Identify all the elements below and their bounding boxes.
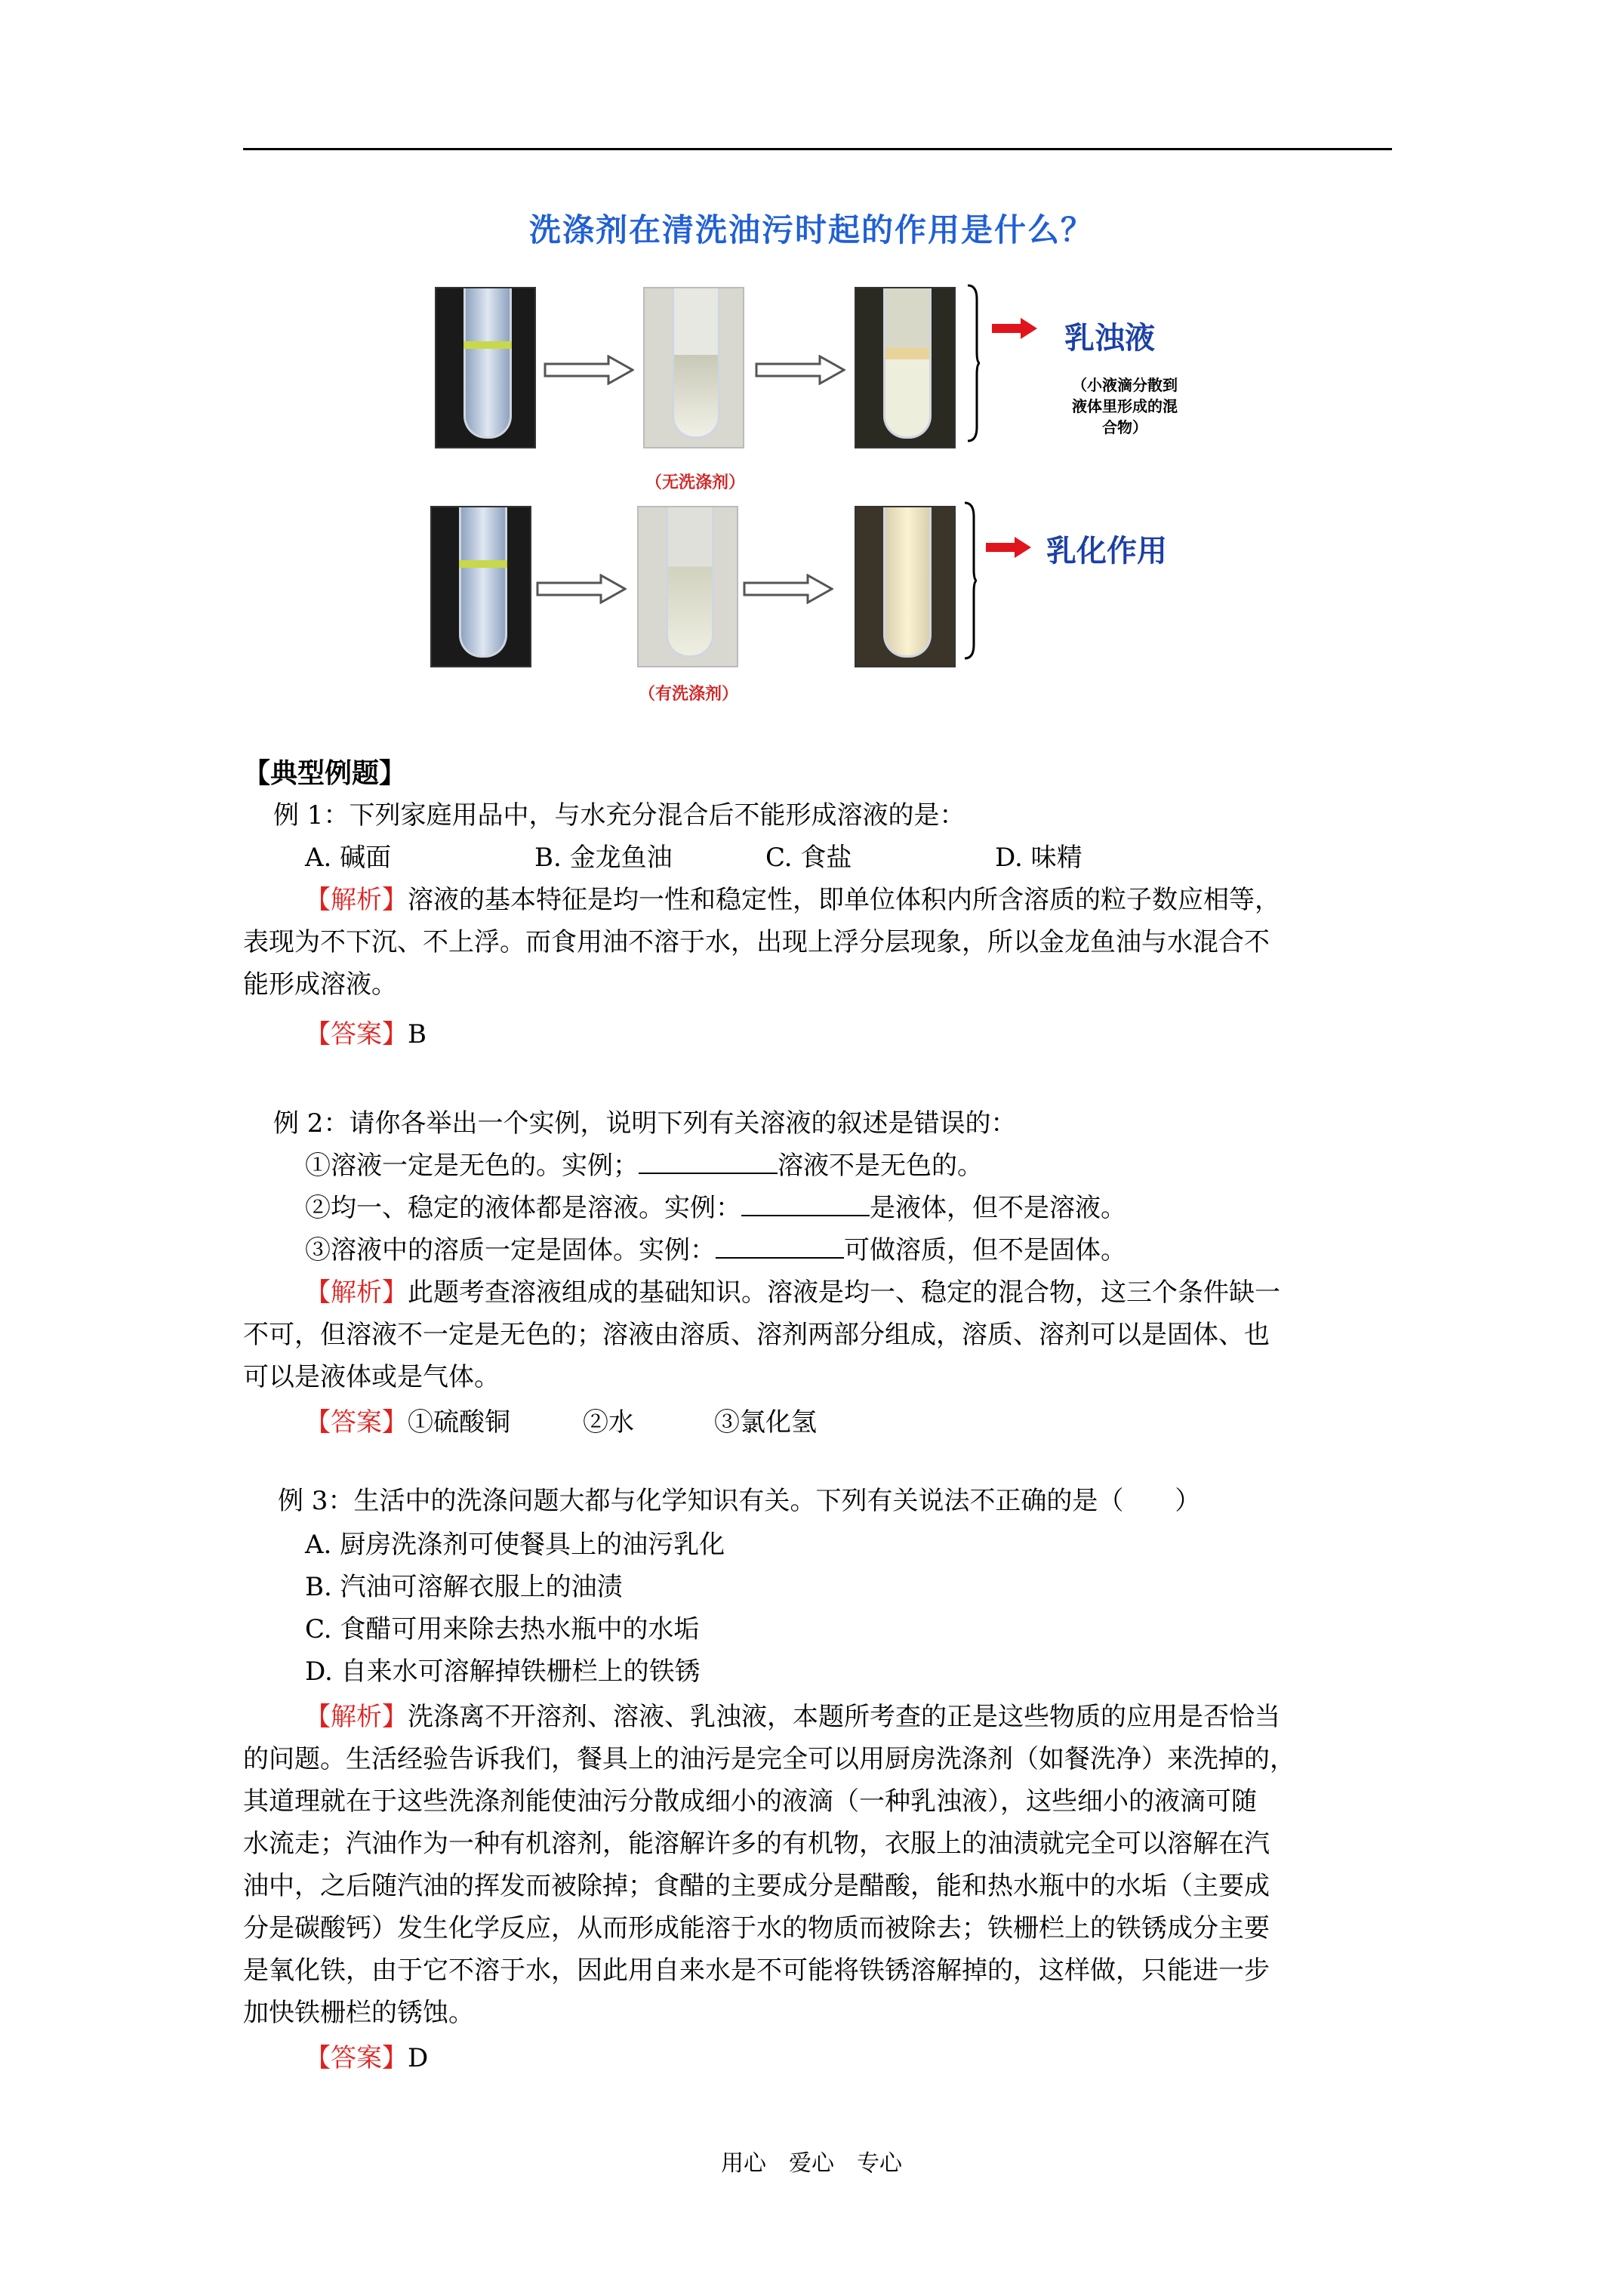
test-tube-shaken: [637, 506, 738, 667]
test-tube-initial: [430, 506, 531, 667]
ex2-analysis-line: 可以是液体或是气体。: [243, 1362, 500, 1392]
ex2-item-2: ②均一、稳定的液体都是溶液。实例： 是液体，但不是溶液。: [305, 1193, 1126, 1223]
figure-row-no-detergent: [423, 287, 1253, 468]
arrow-right-icon: [536, 574, 627, 604]
ex3-analysis-line: 其道理就在于这些洗涤剂能使油污分散成细小的液滴（一种乳浊液），这些细小的液滴可随: [243, 1786, 1257, 1817]
ex1-option-c: C. 食盐: [765, 843, 852, 873]
red-arrow-icon: [984, 536, 1033, 559]
arrow-right-icon: [743, 574, 833, 604]
ex1-question: 例 1：下列家庭用品中，与水充分混合后不能形成溶液的是：: [273, 800, 965, 831]
ex2-item-3: ③溶液中的溶质一定是固体。实例： 可做溶质，但不是固体。: [305, 1235, 1126, 1265]
ex1-option-a: A. 碱面: [305, 843, 392, 873]
ex3-analysis-line: 加快铁栅栏的锈蚀。: [243, 1998, 474, 2028]
header-rule: [243, 148, 1392, 150]
section-title: 【典型例题】: [243, 757, 407, 789]
ex3-option-d: D. 自来水可溶解掉铁栅栏上的铁锈: [305, 1657, 701, 1687]
analysis-tag: 【解析】: [305, 1277, 408, 1308]
ex3-option-a: A. 厨房洗涤剂可使餐具上的油污乳化: [305, 1530, 725, 1560]
ex2-item-1: ①溶液一定是无色的。实例； 溶液不是无色的。: [305, 1151, 983, 1181]
red-arrow-icon: [990, 317, 1039, 340]
test-tube-emulsified: [855, 506, 956, 667]
label-emulsion: 乳浊液: [1064, 321, 1155, 356]
ex3-option-b: B. 汽油可溶解衣服上的油渍: [305, 1572, 623, 1602]
emulsion-definition: （小液滴分散到 液体里形成的混 合物）: [1072, 376, 1178, 436]
test-tube-emulsion: [855, 287, 956, 448]
ex1-option-d: D. 味精: [995, 843, 1083, 873]
ex2-question: 例 2：请你各举出一个实例，说明下列有关溶液的叙述是错误的：: [273, 1108, 1017, 1139]
ex1-answer: 【答案】B: [305, 1019, 427, 1049]
ex3-analysis-line: 水流走；汽油作为一种有机溶剂，能溶解许多的有机物，衣服上的油渍就完全可以溶解在汽: [243, 1829, 1270, 1859]
answer-tag: 【答案】: [305, 1407, 408, 1438]
arrow-right-icon: [755, 355, 845, 385]
ex3-analysis-line: 【解析】洗涤离不开溶剂、溶液、乳浊液，本题所考查的正是这些物质的应用是否恰当: [305, 1702, 1280, 1732]
ex1-analysis-line: 能形成溶液。: [243, 969, 397, 1000]
ex3-analysis-line: 的问题。生活经验告诉我们，餐具上的油污是完全可以用厨房洗涤剂（如餐洗净）来洗掉的，: [243, 1744, 1295, 1774]
analysis-tag: 【解析】: [305, 1702, 408, 1732]
ex3-answer: 【答案】D: [305, 2043, 429, 2073]
analysis-tag: 【解析】: [305, 885, 408, 915]
caption-no-detergent: （无洗涤剂）: [645, 473, 746, 492]
answer-tag: 【答案】: [305, 2043, 408, 2073]
ex3-analysis-line: 油中，之后随汽油的挥发而被除掉；食醋的主要成分是醋酸，能和热水瓶中的水垢（主要成: [243, 1871, 1270, 1901]
test-tube-shaken: [643, 287, 744, 448]
brace-icon: [963, 501, 978, 660]
ex1-analysis-line: 表现为不下沉、不上浮。而食用油不溶于水，出现上浮分层现象，所以金龙鱼油与水混合不: [243, 927, 1270, 957]
ex1-option-b: B. 金龙鱼油: [534, 843, 673, 873]
ex3-option-c: C. 食醋可用来除去热水瓶中的水垢: [305, 1614, 700, 1644]
caption-with-detergent: （有洗涤剂）: [639, 685, 739, 704]
experiment-figure: [423, 272, 1253, 710]
figure-row-with-detergent: [423, 506, 1253, 687]
answer-tag: 【答案】: [305, 1019, 408, 1049]
page-footer: 用心 爱心 专心: [721, 2150, 902, 2177]
ex2-analysis-line: 【解析】此题考查溶液组成的基础知识。溶液是均一、稳定的混合物，这三个条件缺一: [305, 1277, 1280, 1308]
ex3-analysis-line: 分是碳酸钙）发生化学反应，从而形成能溶于水的物质而被除去；铁栅栏上的铁锈成分主要: [243, 1913, 1270, 1943]
brace-icon: [966, 284, 981, 442]
figure-title: 洗涤剂在清洗油污时起的作用是什么？: [528, 211, 1094, 248]
arrow-right-icon: [544, 355, 634, 385]
ex3-analysis-line: 是氧化铁，由于它不溶于水，因此用自来水是不可能将铁锈溶解掉的，这样做，只能进一步: [243, 1955, 1270, 1986]
ex3-question: 例 3：生活中的洗涤问题大都与化学知识有关。下列有关说法不正确的是（ ）: [278, 1486, 1201, 1516]
ex1-analysis-line: 【解析】溶液的基本特征是均一性和稳定性，即单位体积内所含溶质的粒子数应相等，: [305, 885, 1280, 915]
test-tube-initial: [435, 287, 536, 448]
label-emulsification: 乳化作用: [1046, 534, 1167, 569]
ex2-analysis-line: 不可，但溶液不一定是无色的；溶液由溶质、溶剂两部分组成，溶质、溶剂可以是固体、也: [243, 1320, 1270, 1350]
ex2-answer: 【答案】①硫酸铜 ②水 ③氯化氢: [305, 1407, 817, 1438]
